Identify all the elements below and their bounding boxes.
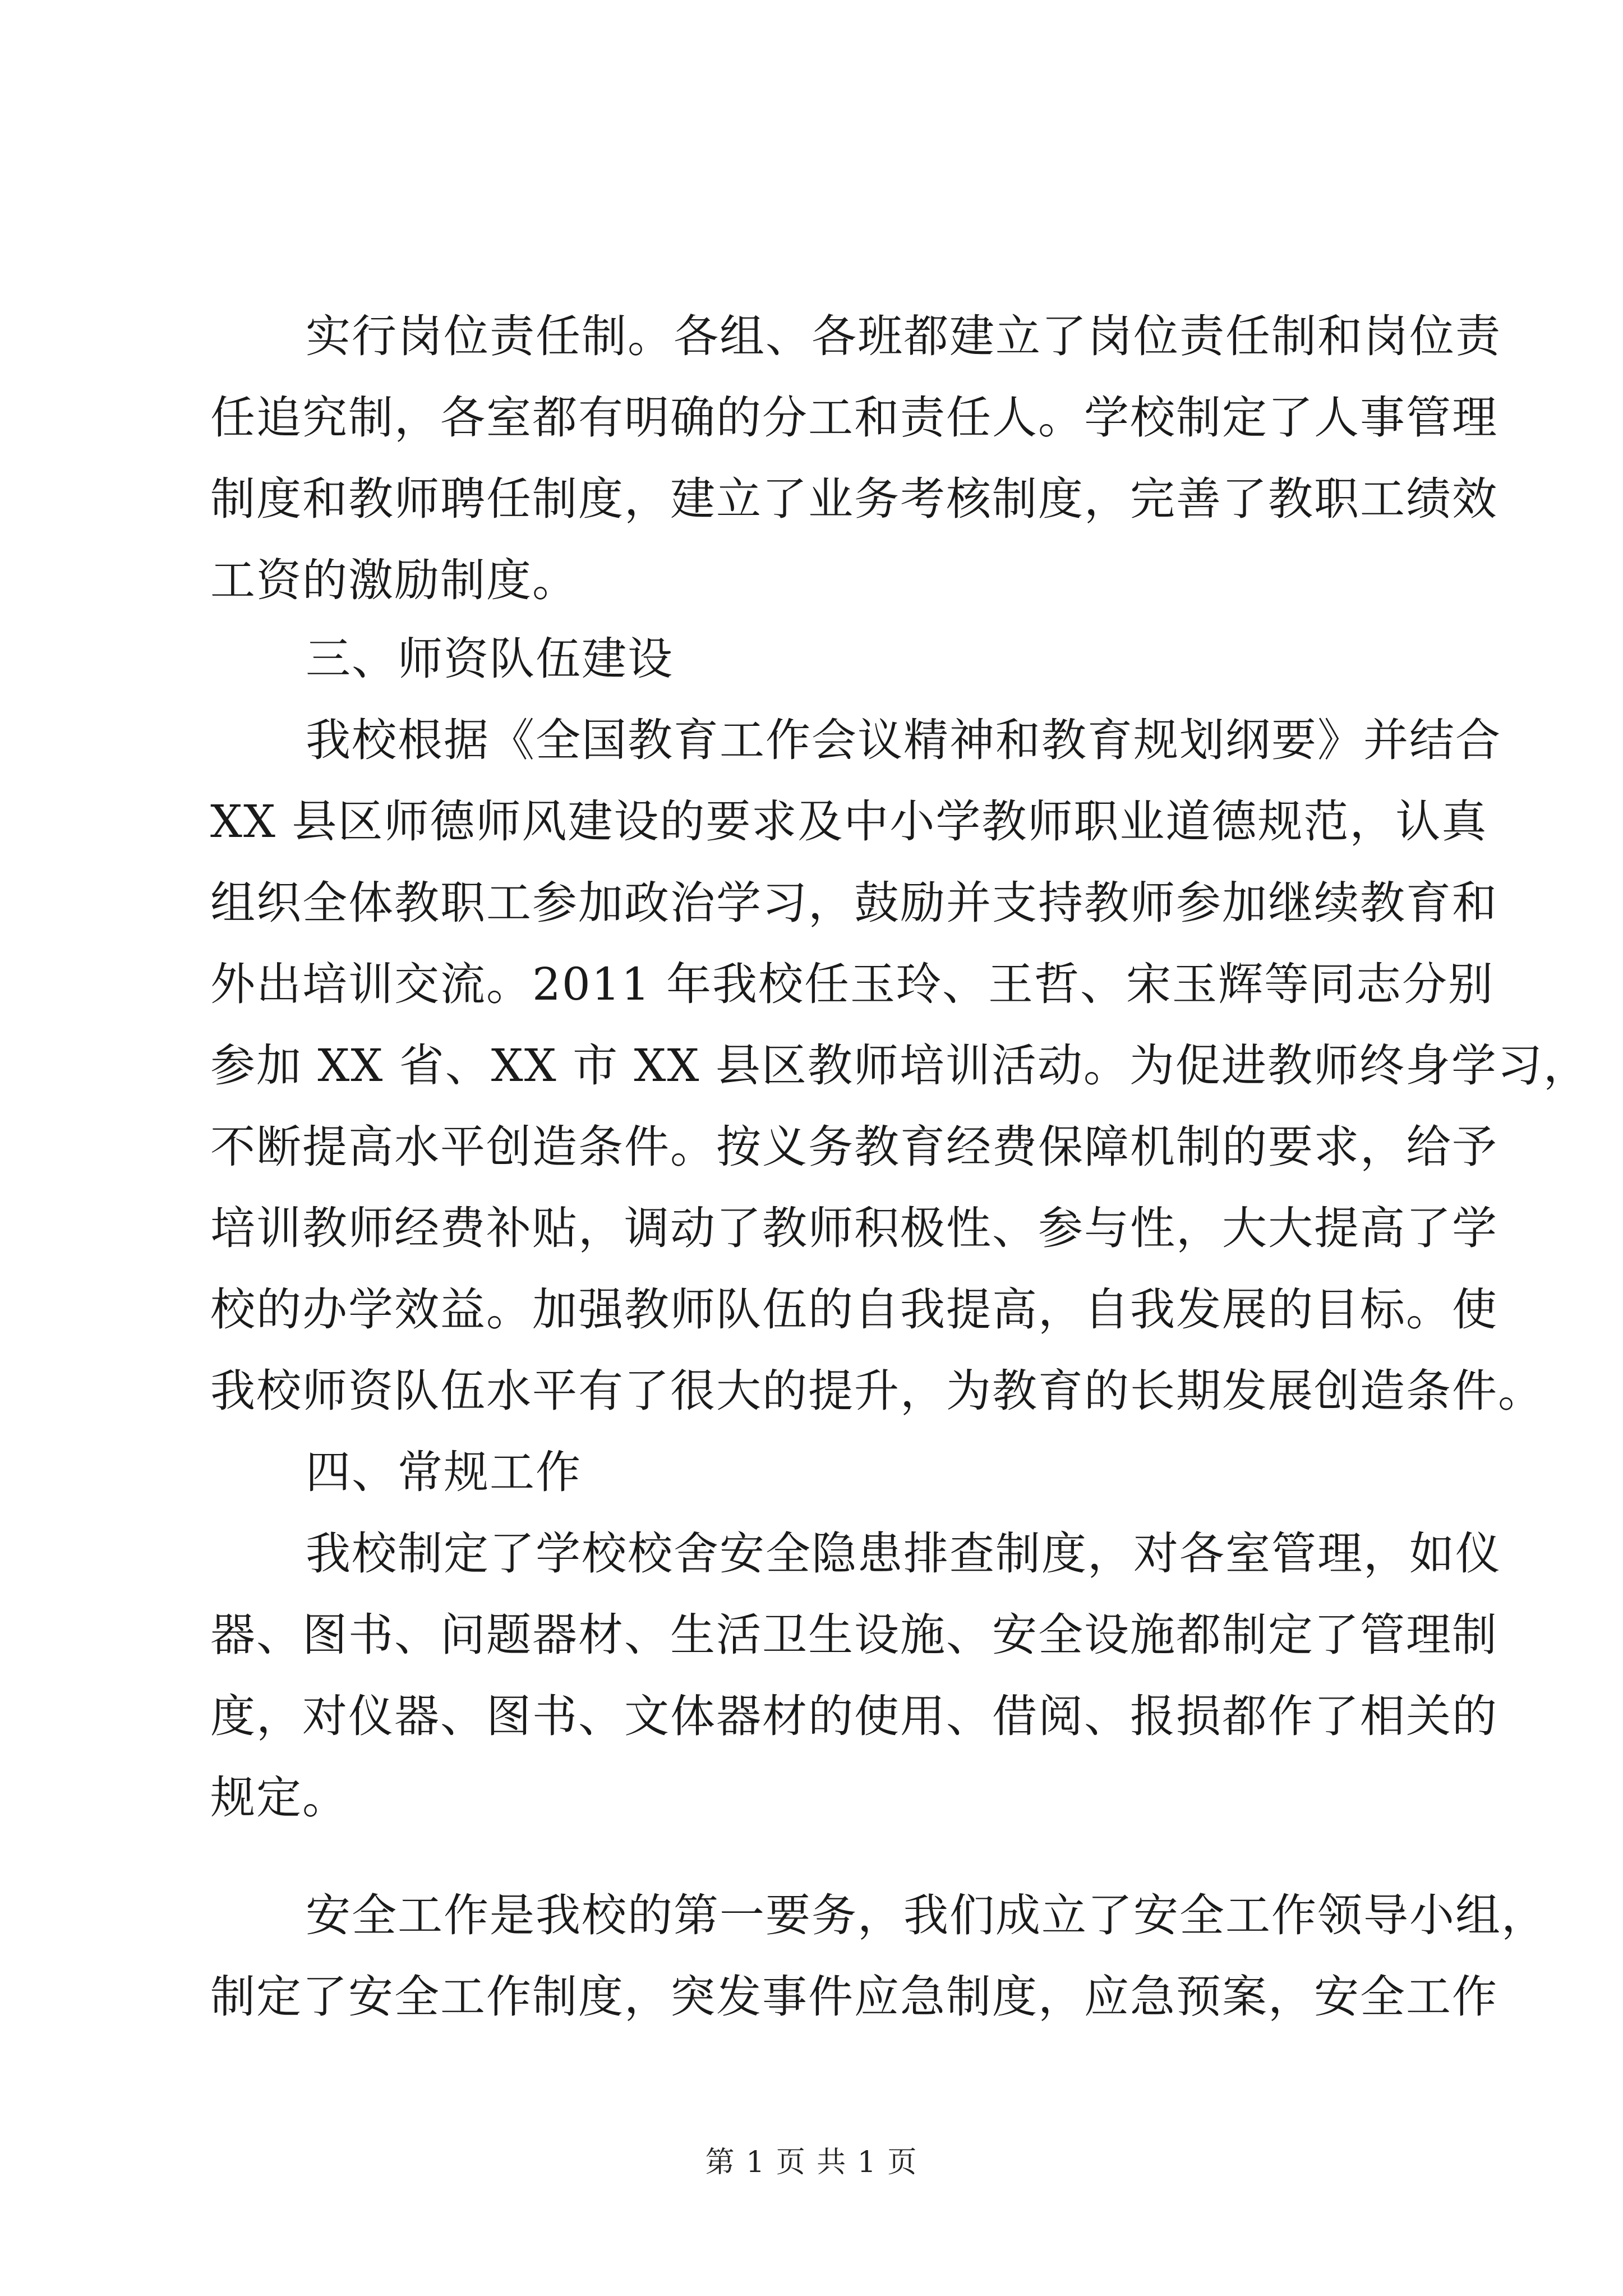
- text-line: 器、图书、问题器材、生活卫生设施、安全设施都制定了管理制: [210, 1609, 1498, 1661]
- text-line: 培训教师经费补贴，调动了教师积极性、参与性，大大提高了学: [210, 1202, 1498, 1254]
- heading-text: 四、常规工作: [306, 1446, 582, 1498]
- text-line: 不断提高水平创造条件。按义务教育经费保障机制的要求，给予: [210, 1121, 1498, 1173]
- text-line: 制度和教师聘任制度，建立了业务考核制度，完善了教职工绩效: [210, 473, 1498, 525]
- text-line: 组织全体教职工参加政治学习，鼓励并支持教师参加继续教育和: [210, 877, 1498, 929]
- paragraph-1-line-2: [0, 373, 1623, 463]
- paragraph-2-line-3: [0, 858, 1623, 948]
- text-line: 我校制定了学校校舍安全隐患排查制度，对各室管理，如仪: [306, 1527, 1501, 1580]
- section-heading-3: [0, 614, 1623, 704]
- text-line: 我校师资队伍水平有了很大的提升，为教育的长期发展创造条件。: [210, 1365, 1544, 1417]
- text-line: 制定了安全工作制度，突发事件应急制度，应急预案，安全工作: [210, 1971, 1498, 2023]
- paragraph-2-line-5: [0, 1021, 1623, 1111]
- text-line: 任追究制，各室都有明确的分工和责任人。学校制定了人事管理: [210, 392, 1498, 444]
- paragraph-3-line-3: [0, 1672, 1623, 1761]
- text-line: XX 县区师德师风建设的要求及中小学教师职业道德规范，认真: [210, 795, 1488, 848]
- paragraph-1-line-4: [0, 536, 1623, 625]
- paragraph-2-line-9: [0, 1346, 1623, 1436]
- text-line: 外出培训交流。2011 年我校任玉玲、王哲、宋玉辉等同志分别: [210, 958, 1495, 1010]
- page-footer: [0, 2143, 1623, 2182]
- text-line: 校的办学效益。加强教师队伍的自我提高，自我发展的目标。使: [210, 1283, 1498, 1336]
- paragraph-4-line-1: [0, 1871, 1623, 1961]
- text-line: 度，对仪器、图书、文体器材的使用、借阅、报损都作了相关的: [210, 1690, 1498, 1742]
- text-line: 工资的激励制度。: [210, 554, 578, 606]
- page-number-label: 第 1 页 共 1 页: [705, 2146, 918, 2179]
- paragraph-2-line-7: [0, 1184, 1623, 1273]
- text-line: 实行岗位责任制。各组、各班都建立了岗位责任制和岗位责: [306, 310, 1501, 362]
- text-line: 规定。: [210, 1772, 348, 1824]
- paragraph-1-line-3: [0, 454, 1623, 544]
- paragraph-3-line-4: [0, 1753, 1623, 1843]
- paragraph-1-line-1: [0, 292, 1623, 381]
- paragraph-2-line-2: [0, 777, 1623, 867]
- text-line: 我校根据《全国教育工作会议精神和教育规划纲要》并结合: [306, 714, 1501, 766]
- paragraph-2-line-4: [0, 940, 1623, 1029]
- paragraph-2-line-1: [0, 696, 1623, 785]
- text-line: 参加 XX 省、XX 市 XX 县区教师培训活动。为促进教师终身学习，: [210, 1039, 1589, 1092]
- paragraph-3-line-1: [0, 1509, 1623, 1599]
- section-heading-4: [0, 1428, 1623, 1517]
- paragraph-3-line-2: [0, 1590, 1623, 1680]
- text-line: 安全工作是我校的第一要务，我们成立了安全工作领导小组，: [306, 1889, 1547, 1941]
- paragraph-2-line-8: [0, 1265, 1623, 1355]
- heading-text: 三、师资队伍建设: [306, 633, 674, 685]
- paragraph-4-line-2: [0, 1952, 1623, 2042]
- paragraph-2-line-6: [0, 1102, 1623, 1192]
